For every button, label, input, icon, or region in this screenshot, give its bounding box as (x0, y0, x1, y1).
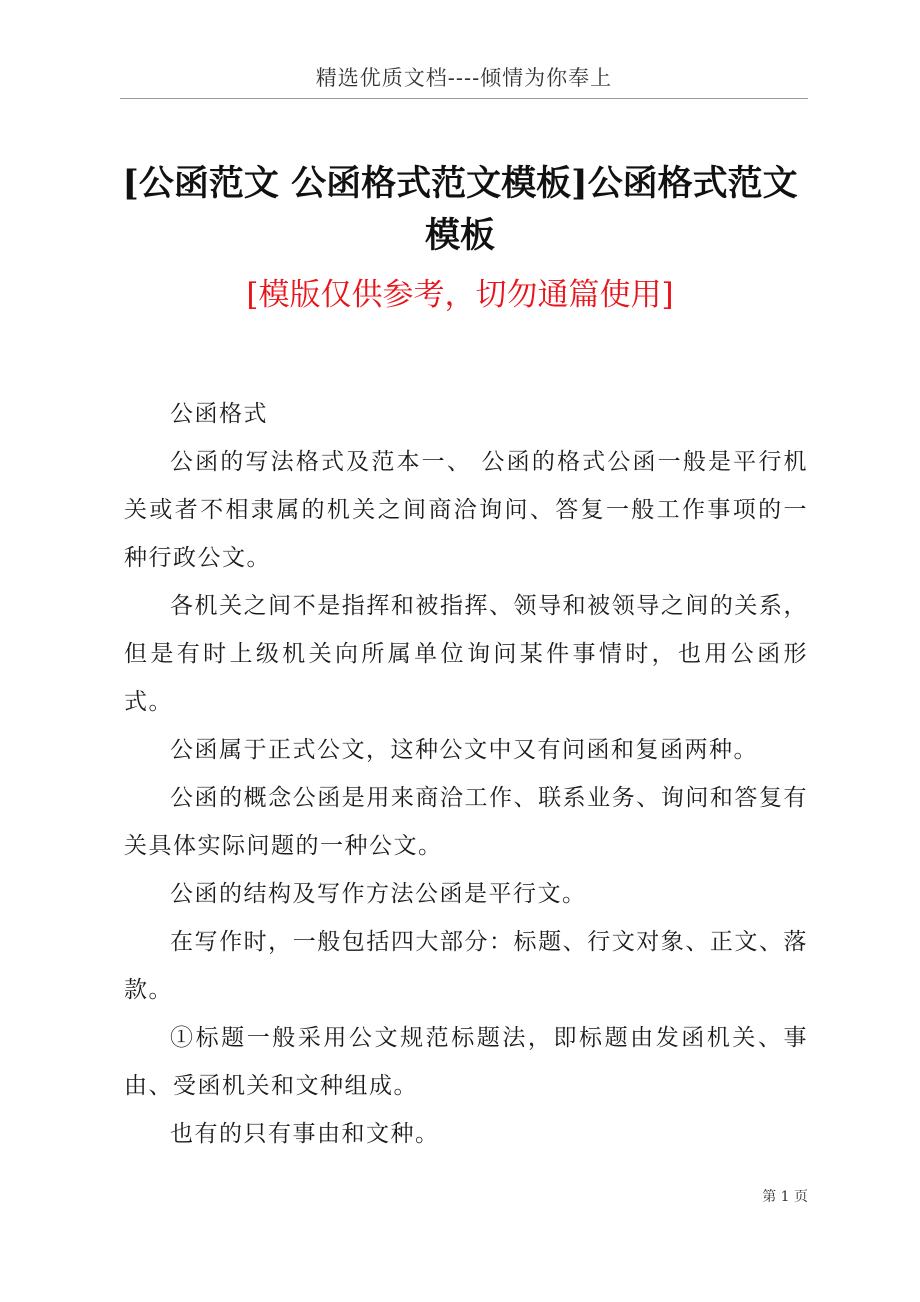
page-header: 精选优质文档----倾情为你奉上 (315, 66, 613, 90)
body-paragraph: ①标题一般采用公文规范标题法，即标题由发函机关、事由、受函机关和文种组成。 (124, 1025, 808, 1099)
body-paragraph: 公函的写法格式及范本一、 公函的格式公函一般是平行机关或者不相隶属的机关之间商洽询问、答复一般工作事项的一种行政公文。 (124, 449, 808, 571)
body-paragraph: 公函格式 (170, 401, 268, 427)
header-divider (120, 98, 808, 99)
body-paragraph: 在写作时，一般包括四大部分：标题、行文对象、正文、落款。 (124, 929, 808, 1003)
document-title (110, 158, 810, 262)
document-body (124, 390, 808, 1158)
document-title-line-2: 模板 (424, 215, 495, 256)
template-notice: [模版仅供参考，切勿通篇使用] (246, 277, 674, 313)
document-title-line-1: [公函范文 公函格式范文模板]公函格式范文 (122, 163, 798, 204)
body-paragraph: 公函的概念公函是用来商洽工作、联系业务、询问和答复有关具体实际问题的一种公文。 (124, 785, 808, 859)
body-paragraph: 各机关之间不是指挥和被指挥、领导和被领导之间的关系，但是有时上级机关向所属单位询问某件事情时，也用公函形式。 (124, 593, 808, 715)
page-number: 第 1 页 (762, 1189, 808, 1205)
body-paragraph: 公函属于正式公文，这种公文中又有问函和复函两种。 (170, 737, 758, 763)
body-paragraph: 也有的只有事由和文种。 (170, 1121, 440, 1147)
body-paragraph: 公函的结构及写作方法公函是平行文。 (170, 881, 587, 907)
